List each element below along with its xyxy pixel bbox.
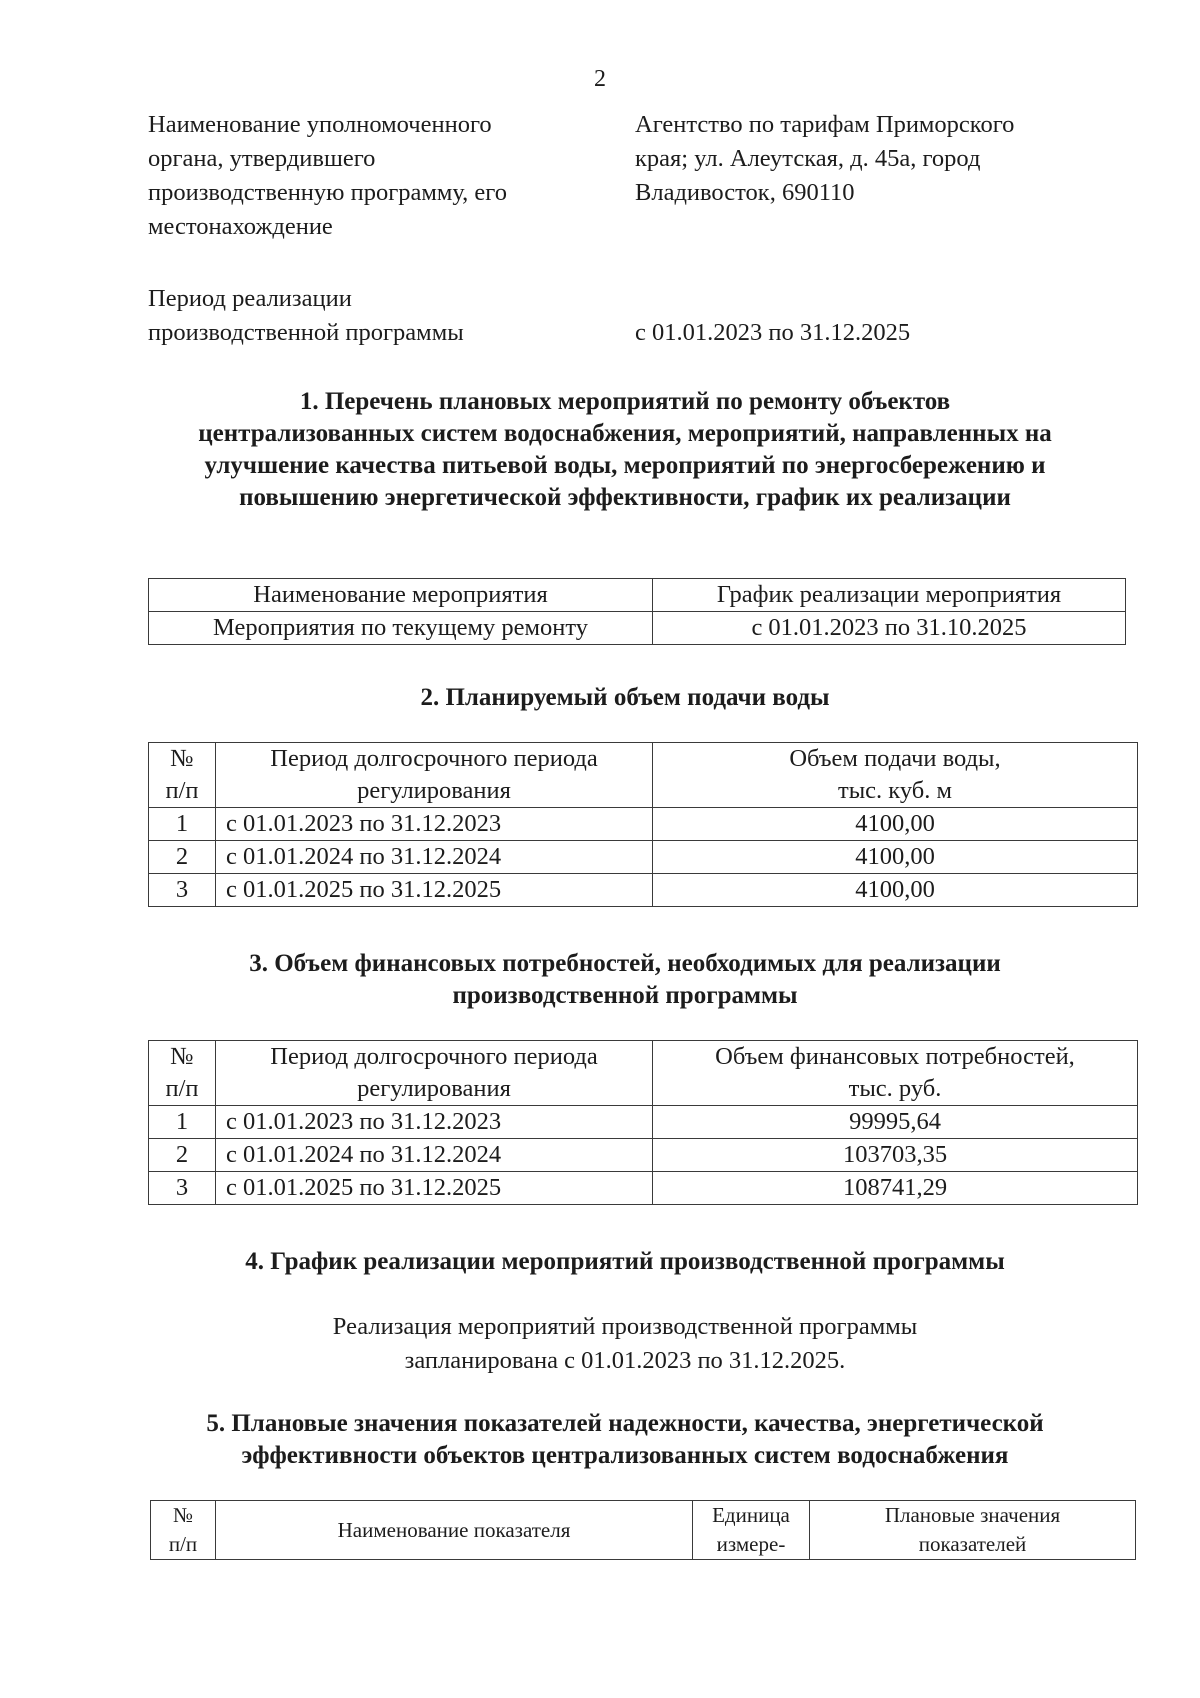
table-header-row — [149, 743, 1138, 808]
table-cell: с 01.01.2023 по 31.10.2025 — [653, 612, 1126, 645]
table-cell: с 01.01.2024 по 31.12.2024 — [216, 1139, 653, 1172]
heading-line: повышению энергетической эффективности, график их реализации — [239, 484, 1011, 511]
table-cell: с 01.01.2025 по 31.12.2025 — [216, 874, 653, 907]
authority-value — [635, 108, 1105, 210]
section4-text — [140, 1310, 1110, 1378]
header-cell: Единица измере- — [693, 1501, 810, 1560]
authority-label-line: Наименование уполномоченного — [148, 111, 492, 138]
table-row — [149, 808, 1138, 841]
indicators-table — [150, 1500, 1136, 1560]
heading-line: 5. Плановые значения показателей надежности, качества, энергетической — [206, 1410, 1044, 1437]
header-cell: № п/п — [151, 1501, 216, 1560]
text-line: запланирована с 01.01.2023 по 31.12.2025. — [404, 1347, 846, 1374]
header-cell: Объем подачи воды, тыс. куб. м — [653, 743, 1138, 808]
authority-label-line: производственную программу, его — [148, 179, 507, 206]
table-header-row — [149, 579, 1126, 612]
table-cell: 108741,29 — [653, 1172, 1138, 1205]
table-cell: 1 — [149, 808, 216, 841]
header-cell: Плановые значения показателей — [810, 1501, 1136, 1560]
table-cell: с 01.01.2023 по 31.12.2023 — [216, 1106, 653, 1139]
header-cell: График реализации мероприятия — [653, 579, 1126, 612]
table-cell: 3 — [149, 1172, 216, 1205]
heading-line: эффективности объектов централизованных систем водоснабжения — [241, 1442, 1009, 1469]
heading-line: производственной программы — [452, 982, 798, 1009]
table-row — [149, 1106, 1138, 1139]
section2-heading: 2. Планируемый объем подачи воды — [420, 684, 830, 711]
table-cell: 4100,00 — [653, 874, 1138, 907]
heading-line: 1. Перечень плановых мероприятий по ремонту объектов — [299, 388, 951, 415]
period-label-line: Период реализации — [148, 285, 352, 312]
table-cell: 99995,64 — [653, 1106, 1138, 1139]
section4-heading: 4. График реализации мероприятий производственной программы — [245, 1248, 1005, 1275]
table-header-row — [151, 1501, 1136, 1560]
period-value: с 01.01.2023 по 31.12.2025 — [635, 319, 911, 346]
table-cell: 103703,35 — [653, 1139, 1138, 1172]
table-cell: с 01.01.2024 по 31.12.2024 — [216, 841, 653, 874]
heading-line: улучшение качества питьевой воды, мероприятий по энергосбережению и — [204, 452, 1046, 479]
authority-value-line: края; ул. Алеутская, д. 45а, город — [635, 145, 981, 172]
authority-label — [148, 108, 588, 244]
header-cell: Период долгосрочного периода регулирования — [216, 1041, 653, 1106]
table-cell: 2 — [149, 841, 216, 874]
table-row — [149, 1172, 1138, 1205]
header-cell: Наименование мероприятия — [149, 579, 653, 612]
table-row — [149, 612, 1126, 645]
authority-label-line: местонахождение — [148, 213, 333, 240]
table-row — [149, 841, 1138, 874]
financial-needs-table — [148, 1040, 1138, 1205]
header-cell: Объем финансовых потребностей, тыс. руб. — [653, 1041, 1138, 1106]
table-cell: Мероприятия по текущему ремонту — [149, 612, 653, 645]
page-number: 2 — [594, 66, 606, 92]
heading-line: 3. Объем финансовых потребностей, необходимых для реализации — [249, 950, 1001, 977]
table-cell: 2 — [149, 1139, 216, 1172]
authority-value-line: Владивосток, 690110 — [635, 179, 855, 206]
activities-table — [148, 578, 1126, 645]
text-line: Реализация мероприятий производственной программы — [332, 1313, 918, 1340]
table-cell: 4100,00 — [653, 808, 1138, 841]
header-cell: Период долгосрочного периода регулирования — [216, 743, 653, 808]
header-cell: № п/п — [149, 743, 216, 808]
section1-heading — [140, 386, 1110, 514]
authority-label-line: органа, утвердившего — [148, 145, 376, 172]
heading-line: централизованных систем водоснабжения, мероприятий, направленных на — [198, 420, 1052, 447]
section3-heading — [140, 948, 1110, 1012]
table-cell: 3 — [149, 874, 216, 907]
header-cell: № п/п — [149, 1041, 216, 1106]
table-cell: с 01.01.2025 по 31.12.2025 — [216, 1172, 653, 1205]
period-label — [148, 282, 588, 350]
table-cell: с 01.01.2023 по 31.12.2023 — [216, 808, 653, 841]
table-row — [149, 874, 1138, 907]
header-cell: Наименование показателя — [216, 1501, 693, 1560]
table-header-row — [149, 1041, 1138, 1106]
authority-value-line: Агентство по тарифам Приморского — [635, 111, 1015, 138]
table-cell: 1 — [149, 1106, 216, 1139]
water-supply-table — [148, 742, 1138, 907]
section5-heading — [140, 1408, 1110, 1472]
table-cell: 4100,00 — [653, 841, 1138, 874]
period-label-line: производственной программы — [148, 319, 464, 346]
table-row — [149, 1139, 1138, 1172]
